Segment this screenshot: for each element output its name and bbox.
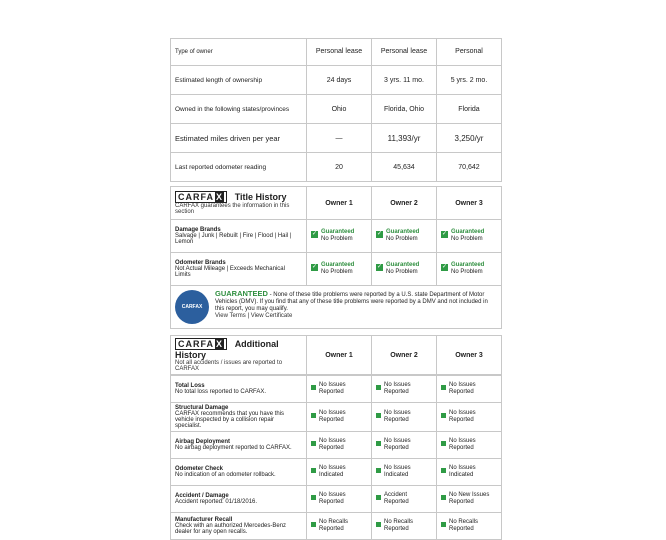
- miles-3: 3,250/yr: [437, 124, 502, 153]
- length-1: 24 days: [307, 66, 372, 95]
- status-dot-icon: [441, 441, 446, 446]
- check-icon: ✓: [376, 264, 383, 270]
- title-history-table: [170, 186, 502, 286]
- table-row: [171, 513, 502, 540]
- history-owner-3-cell: No Issues Reported: [437, 376, 502, 403]
- status-dot-icon: [441, 495, 446, 500]
- check-icon: ✓: [311, 264, 318, 270]
- ownership-table: [170, 38, 502, 182]
- view-certificate-link[interactable]: View Certificate: [250, 313, 293, 319]
- owner-type-3: Personal: [437, 39, 502, 66]
- additional-history-title: Additional History: [175, 339, 279, 360]
- status-dot-icon: [376, 385, 381, 390]
- table-row: [171, 403, 502, 432]
- status-dot-icon: [376, 522, 381, 527]
- table-row: [171, 486, 502, 513]
- history-row-label: Airbag Deployment No airbag deployment reported to CARFAX.: [171, 432, 307, 459]
- carfax-guarantee-seal-icon: CARFAX: [175, 290, 209, 324]
- status-dot-icon: [441, 413, 446, 418]
- odometer-brands-label: Odometer Brands Not Actual Mileage | Exceeds Mechanical Limits: [171, 253, 307, 286]
- owner-type-row: [171, 39, 502, 66]
- odometer-3: 70,642: [437, 153, 502, 182]
- owner-type-2: Personal lease: [372, 39, 437, 66]
- status-dot-icon: [311, 413, 316, 418]
- history-owner-2-cell: No Recalls Reported: [372, 513, 437, 540]
- guarantee-text: GUARANTEED - None of these title problems were reported by a U.S. state Department of Motor Vehicles (DMV). If you find that any of these title problems were reported by a DMV and not included in this report, you may qualify. View Terms | View Certificate: [215, 289, 488, 319]
- owner-1-header: Owner 1: [307, 187, 372, 220]
- table-row: [171, 376, 502, 403]
- check-icon: ✓: [441, 231, 448, 237]
- miles-1: —: [307, 124, 372, 153]
- additional-history-heading: [171, 336, 307, 375]
- status-dot-icon: [311, 522, 316, 527]
- history-owner-2-cell: No Issues Reported: [372, 432, 437, 459]
- history-owner-1-cell: No Issues Indicated: [307, 459, 372, 486]
- status-dot-icon: [376, 441, 381, 446]
- damage-brands-label: Damage Brands Salvage | Junk | Rebuilt | Fire | Flood | Hail | Lemon: [171, 220, 307, 253]
- length-row: [171, 66, 502, 95]
- damage-owner-3: ✓ Guaranteed No Problem: [437, 220, 502, 253]
- check-icon: ✓: [441, 264, 448, 270]
- states-label: Owned in the following states/provinces: [171, 95, 307, 124]
- history-owner-1-cell: No Issues Reported: [307, 376, 372, 403]
- odo-owner-3: ✓ Guaranteed No Problem: [437, 253, 502, 286]
- title-history-subtitle: CARFAX guarantees the information in this section: [175, 203, 290, 215]
- ah-owner-3-header: Owner 3: [437, 336, 502, 375]
- length-2: 3 yrs. 11 mo.: [372, 66, 437, 95]
- table-row: [171, 432, 502, 459]
- states-1: Ohio: [307, 95, 372, 124]
- odometer-row: [171, 153, 502, 182]
- carfax-logo: CARFA X: [175, 338, 227, 350]
- history-owner-3-cell: No New Issues Reported: [437, 486, 502, 513]
- owner-2-header: Owner 2: [372, 187, 437, 220]
- history-owner-1-cell: No Issues Reported: [307, 432, 372, 459]
- table-row: [171, 459, 502, 486]
- miles-label: Estimated miles driven per year: [171, 124, 307, 153]
- damage-brands-row: [171, 220, 502, 253]
- ah-owner-2-header: Owner 2: [372, 336, 437, 375]
- history-owner-2-cell: No Issues Reported: [372, 376, 437, 403]
- additional-history-rows: [170, 375, 502, 540]
- history-row-label: Manufacturer Recall Check with an authorized Mercedes-Benz dealer for any open recalls.: [171, 513, 307, 540]
- history-owner-3-cell: No Issues Reported: [437, 403, 502, 432]
- title-history-header: [171, 187, 502, 220]
- guarantee-box: [170, 286, 502, 329]
- status-dot-icon: [376, 413, 381, 418]
- history-row-label: Structural Damage CARFAX recommends that you have this vehicle inspected by a collision repair specialist.: [171, 403, 307, 432]
- length-label: Estimated length of ownership: [171, 66, 307, 95]
- odometer-brands-row: [171, 253, 502, 286]
- status-dot-icon: [311, 441, 316, 446]
- owner-type-1: Personal lease: [307, 39, 372, 66]
- odo-owner-1: ✓ Guaranteed No Problem: [307, 253, 372, 286]
- history-owner-2-cell: No Issues Indicated: [372, 459, 437, 486]
- history-row-label: Accident / Damage Accident reported: 01/18/2016.: [171, 486, 307, 513]
- status-dot-icon: [441, 522, 446, 527]
- history-owner-2-cell: No Issues Reported: [372, 403, 437, 432]
- length-3: 5 yrs. 2 mo.: [437, 66, 502, 95]
- additional-history-header: [171, 336, 502, 375]
- odometer-2: 45,634: [372, 153, 437, 182]
- status-dot-icon: [441, 385, 446, 390]
- carfax-report: [170, 38, 502, 540]
- status-dot-icon: [376, 495, 381, 500]
- states-3: Florida: [437, 95, 502, 124]
- damage-owner-1: ✓ Guaranteed No Problem: [307, 220, 372, 253]
- carfax-logo: CARFA X: [175, 191, 227, 203]
- damage-owner-2: ✓ Guaranteed No Problem: [372, 220, 437, 253]
- miles-2: 11,393/yr: [372, 124, 437, 153]
- history-row-label: Total Loss No total loss reported to CARFAX.: [171, 376, 307, 403]
- odometer-1: 20: [307, 153, 372, 182]
- owner-type-label: Type of owner: [171, 39, 307, 66]
- status-dot-icon: [376, 468, 381, 473]
- ah-owner-1-header: Owner 1: [307, 336, 372, 375]
- history-owner-2-cell: Accident Reported: [372, 486, 437, 513]
- odo-owner-2: ✓ Guaranteed No Problem: [372, 253, 437, 286]
- status-dot-icon: [311, 495, 316, 500]
- check-icon: ✓: [311, 231, 318, 237]
- history-owner-1-cell: No Issues Reported: [307, 486, 372, 513]
- history-owner-1-cell: No Issues Reported: [307, 403, 372, 432]
- history-owner-1-cell: No Recalls Reported: [307, 513, 372, 540]
- history-row-label: Odometer Check No indication of an odometer rollback.: [171, 459, 307, 486]
- odometer-label: Last reported odometer reading: [171, 153, 307, 182]
- title-history-heading: [171, 187, 307, 220]
- status-dot-icon: [311, 385, 316, 390]
- miles-row: [171, 124, 502, 153]
- states-2: Florida, Ohio: [372, 95, 437, 124]
- status-dot-icon: [311, 468, 316, 473]
- owner-3-header: Owner 3: [437, 187, 502, 220]
- title-history-title: Title History: [234, 192, 287, 202]
- status-dot-icon: [441, 468, 446, 473]
- view-terms-link[interactable]: View Terms: [215, 313, 246, 319]
- history-owner-3-cell: No Issues Indicated: [437, 459, 502, 486]
- additional-history-table: [170, 335, 502, 375]
- states-row: [171, 95, 502, 124]
- history-owner-3-cell: No Recalls Reported: [437, 513, 502, 540]
- history-owner-3-cell: No Issues Reported: [437, 432, 502, 459]
- guarantee-title: GUARANTEED: [215, 289, 268, 298]
- check-icon: ✓: [376, 231, 383, 237]
- additional-history-subtitle: Not all accidents / issues are reported to CARFAX: [175, 360, 283, 372]
